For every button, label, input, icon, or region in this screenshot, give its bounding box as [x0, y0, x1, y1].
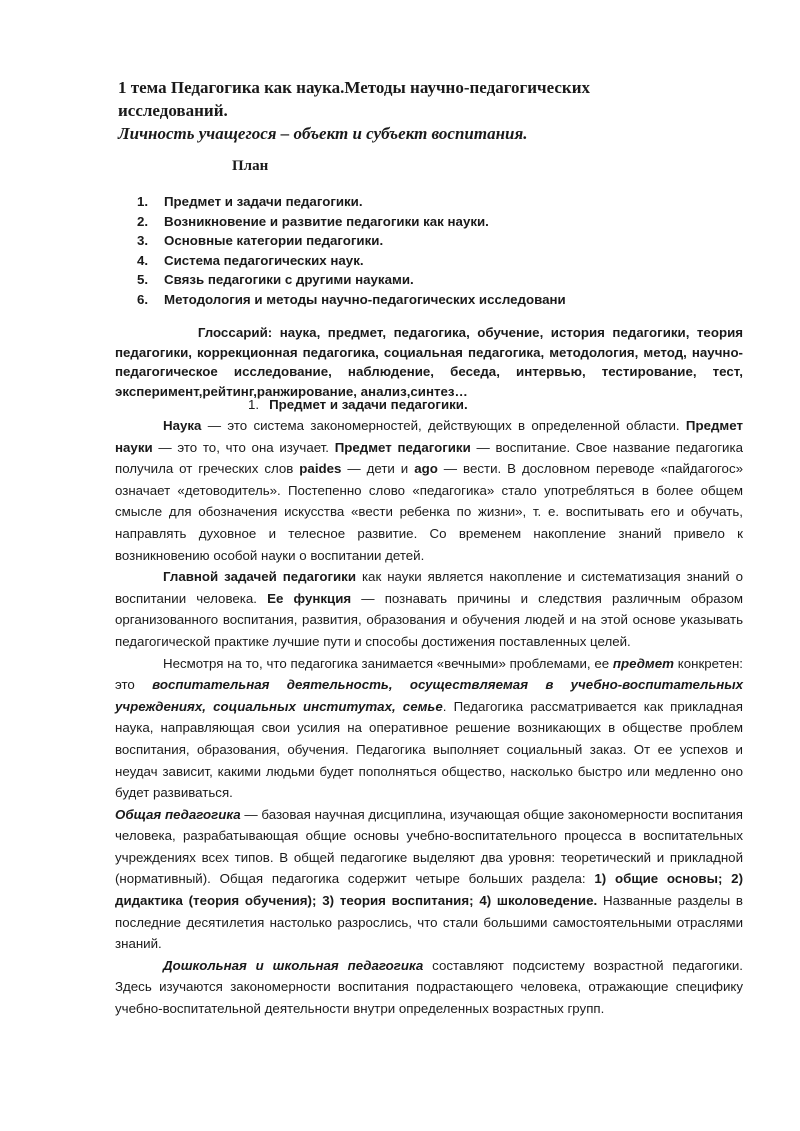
plan-item [137, 251, 697, 271]
plan-item-number: 6. [137, 291, 149, 307]
term-predmet-nauki: Предмет науки [115, 418, 743, 455]
plan-item-text: Возникновение и развитие педагогики как науки. [164, 213, 489, 229]
term-main-task: Главной задачей педагогики [163, 569, 357, 585]
plan-item-text: Связь педагогики с другими науками. [164, 272, 414, 287]
plan-item-text: Система педагогических наук. [164, 252, 364, 268]
paragraph-text: Названные разделы в последние десятилетия настолько разрослись, что стали большими самостоятельными отраслями знаний. [115, 893, 743, 952]
plan-item-number: 4. [137, 252, 149, 268]
term-sections: 1) общие основы; 2) дидактика (теория обучения); 3) теория воспитания; 4) школоведение. [115, 871, 744, 909]
plan-heading: План [232, 158, 269, 174]
term-paides: paides [299, 461, 342, 477]
paragraph-subject [115, 653, 743, 804]
plan-item-text: Методология и методы научно-педагогических исследовани [164, 291, 566, 307]
plan-item-text: Основные категории педагогики. [164, 233, 384, 248]
paragraph-text: Несмотря на то, что педагогика занимается «вечными» проблемами, ее [163, 655, 613, 671]
paragraph-text: — вести. В дословном переводе «пайдагогос» означает «детоводитель». Постепенно слово «педагогика» стало употребляться в более общем смысле для обозначения искусства «вести ребенка по жизни», т. е. воспитывать его и обучать, направлять духовное и телесное развитие. Со временем накопление знаний привело к возникновению особой науки о воспитании детей. [115, 461, 743, 563]
section-title: Предмет и задачи педагогики. [269, 397, 468, 412]
glossary-text: Глоссарий: наука, предмет, педагогика, обучение, история педагогики, теория педагогики, коррекционная педагогика, социальная педагогика, методология, метод, научно-педагогическое исследование, наблюдение, беседа, интервью, тестирование, тест, эксперимент,рейтинг,ранжирование, анализ,синтез… [115, 325, 744, 399]
plan-item [137, 290, 697, 310]
term-general-pedagogy: Общая педагогика [115, 806, 241, 822]
paragraph-preschool [115, 955, 743, 1020]
paragraph-text: — познавать причины и следствия различным образом организованного воспитания, развития, образования и обучения людей и на этой основе указывать педагогической практике лучшие пути и способы достижения поставленных целей. [115, 590, 744, 649]
paragraph-text: составляют подсистему возрастной педагогики. Здесь изучаются закономерности воспитания подрастающего человека, отражающие специфику учебно-воспитательной деятельности внутри определенных возрастных групп. [115, 957, 744, 1017]
plan-list [137, 192, 697, 309]
plan-item-number: 1. [137, 194, 149, 209]
paragraph-text: конкретен: это [115, 655, 743, 693]
term-activity: воспитательная деятельность, осуществляемая в учебно-воспитательных учреждениях, социальных институтах, семье [115, 677, 744, 714]
plan-item [137, 192, 697, 212]
paragraph-general-pedagogy [115, 804, 743, 955]
paragraph-text: . Педагогика рассматривается как прикладная наука, направляющая свои усилия на оперативное решение возникающих в обществе проблем воспитания, образования, обучения. Педагогика выполняет социальный заказ. От ее успехов и неудач зависит, какими людьми будет пополняться общество, насколько быстро или медленно оно будет развиваться. [115, 698, 743, 801]
term-predmet-pedagogiki: Предмет педагогики [334, 439, 471, 455]
plan-item-number: 2. [137, 213, 149, 229]
plan-item [137, 270, 697, 290]
plan-item [137, 212, 697, 232]
glossary-paragraph [115, 323, 743, 401]
title-line-1: 1 тема Педагогика как наука.Методы научно-педагогических [118, 78, 591, 97]
section-heading [248, 397, 468, 412]
plan-item-text: Предмет и задачи педагогики. [164, 194, 363, 209]
paragraph-text: — дети и [341, 461, 415, 477]
plan-item [137, 231, 697, 251]
paragraph-text: как науки является накопление и систематизация знаний о воспитании человека. [115, 569, 743, 606]
paragraph-text: — воспитание. Свое название педагогика получила от греческих слов [115, 439, 743, 477]
paragraph-text: — это то, что она изучает. [152, 439, 335, 455]
paragraph-text: — базовая научная дисциплина, изучающая общие закономерности воспитания человека, разрабатывающая общие основы учебно-воспитательного процесса в воспитательных учреждениях всех типов. В общей педагогике выделяют два уровня: теоретический и прикладной (нормативный). Общая педагогика содержит четыре больших раздела: [115, 806, 743, 887]
document-title [118, 76, 718, 145]
paragraph-text: — это система закономерностей, действующих в определенной области. [201, 418, 686, 433]
title-line-3: Личность учащегося – объект и субъект воспитания. [118, 124, 528, 143]
term-preschool-pedagogy: Дошкольная и школьная педагогика [163, 957, 424, 973]
term-predmet: предмет [612, 655, 674, 671]
term-nauka: Наука [163, 418, 202, 433]
paragraph-science [115, 415, 743, 566]
plan-item-number: 5. [137, 272, 149, 287]
plan-item-number: 3. [137, 233, 149, 248]
title-line-2: исследований. [118, 101, 228, 120]
section-number: 1. [248, 397, 260, 412]
section-body [115, 415, 743, 1020]
term-function: Ее функция [267, 590, 352, 606]
paragraph-main-task [115, 566, 743, 652]
term-ago: ago [414, 461, 438, 477]
